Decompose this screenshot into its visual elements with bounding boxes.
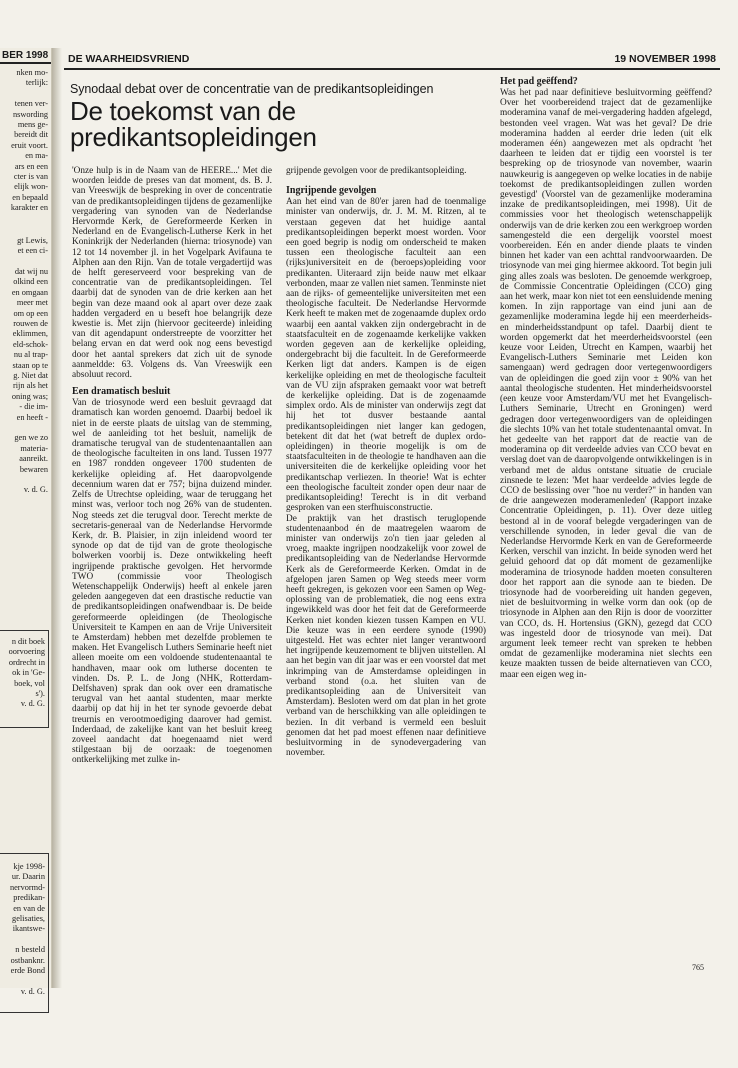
previous-page-fragment: rijn als het xyxy=(12,381,48,391)
previous-page-fragment: et een ci- xyxy=(17,246,48,256)
article-column-1 xyxy=(72,166,272,766)
paragraph-pad-geeffend: Was het pad naar definitieve besluitvorming geëffend? Over het voorbereidend traject dat de gezamenlijke moderamina vanaf de mei-vergadering hadden afgelegd, bestonden veel vragen. Wat was het geval? De drie moderamina hadden al eerder drie leden (uit elk moderamen één) aangewezen met als opdracht 'het daarheen te leiden dat er tijdig een voorstel is ter bespreking op de triosynode van november, waarin nauwkeurig is aangegeven op welke locaties in de nabije toekomst de predikantsopleidingen zullen worden gevestigd' (Voorstel van de gezamenlijke moderamina inzake de predikantsopleidingen, mei 1998). Uit de commissies voor het theologisch wetenschappelijk onderwijs van de drie kerken zou een werkgroep worden samengesteld die een dergelijk voorstel moest voorbereiden. Eén en ander diende plaats te vinden binnen het kader van een achttal randvoorwaarden. De triosynode van mei ging hiermee akkoord. Tot begin juli ging alles zoals was besloten. De genoemde werkgroep, de Commissie Concentratie Opleidingen (CCO) ging aan het werk, maar kon niet tot een eensluidende mening komen. In zijn rapportage van eind juni aan de gezamenlijke moderamina legde hij een meerderheids- en minderheidsstandpunt op tafel. Daarbij dient te worden opgemerkt dat het meerderheidsvoorstel (een keuze voor Leiden, Utrecht en Kampen, waarbij het Evangelisch-Luthers Seminarie met Leiden kon samengaan) werd gedragen door vertegenwoordigers van de opleidingen die goed zijn voor ± 90% van het aantal theologische studenten. Het minderheidsvoorstel (een keuze voor Amsterdam/VU met het Evangelisch-Luthers Seminarie, Utrecht en Groningen) werd gedragen door vertegenwoordigers van de opleidingen die slechts 10% van het totale studentenaantal omvat. In het gedeelte van het rapport dat de reactie van de moderamina op dit verdeelde advies van CCO bevat en verslag doet van de daaropvolgende ontwikkelingen is in verband met de aldus ontstane situatie de cruciale zinsnede te lezen: 'Met haar verdeelde advies legde de CCO de beslissing over "hoe nu verder?" in handen van de drie aangewezen moderamenleden' (Rapport inzake Concentratie Opleidingen, p. 11). Over deze uitleg bestond al in de vooraf belegde vergaderingen van de verschillende synoden, in leder geval die van de Nederlandse Hervormde Kerk en van de Gereformeerde Kerken, verschil van inzicht. In beide synoden werd het geluid gehoord dat op dát moment de gezamenlijke moderamina de triosynode hadden moeten consulteren door het rapport aan die synode aan te bieden. De triosynode had de voorbereiding uit handen gegeven, niet de besluitvorming in welke vorm dan ook (op de triosynode in Alphen aan den Rijn is door de voorzitter van CCO, ds. H. Hortensius (GKN), gezegd dat CCO was ingesteld door de triosynode van mei). Dat argument leek temeer recht van spreken te hebben omdat de gezamenlijke moderamina niet slechts een keuze maakten tussen de beide alternatieven van CCO, maar een eigen weg in- xyxy=(500,88,712,680)
article-column-2 xyxy=(286,166,486,758)
previous-page-fragment: staan op te xyxy=(12,360,48,370)
previous-page-fragments-top xyxy=(0,68,51,214)
previous-page-fragment: v. d. G. xyxy=(20,986,45,996)
paragraph-ingrijpende-gevolgen: Aan het eind van de 80'er jaren had de toenmalige minister van onderwijs, dr. J. M. M. Ritzen, al te verstaan gegeven dat het huidige aantal predikantsopleidingen beperkt moest worden. Voor een goed begrip is nodig om onderscheid te maken tussen een theologische faculteit aan een (rijks)universiteit en de (beroeps)opleiding voor predikanten. Uiteraard zijn beide nauw met elkaar verbonden, maar ze vallen niet samen. Tenminste niet aan de rijks- of gemeentelijke universiteiten met een theologische faculteit. De Nederlandse Hervormde Kerk heeft te maken met de zogenaamde duplex ordo waarbij een aantal vakken zijn ondergebracht in de staatsfaculteit en de zogenaamde kerkelijke vakken worden gegeven aan de kerkelijke opleiding, ondergebracht bij die faculteit. In de Gereformeerde Kerken ligt dat anders. Kampen is de eigen kerkelijke opleiding en met de theologische faculteit van de VU zijn afspraken gemaakt voor wat betreft de kerkelijke opleiding. Dat is de zogenaamde simplex ordo. Als de minister van onderwijs zegt dat hij het tot dusver bestaande aantal predikantsopleidingen niet langer kan gedogen, betekent dit dat het (wat betreft de duplex ordo-opleidingen) in theorie mogelijk is om de staatsfaculteiten in de theologie te handhaven aan die universiteiten die de kerkelijke opleiding voor het predikantschap verliezen. In theorie! Wat is echter een theologische faculteit zonder open deur naar de predikantsopleiding! Terecht is in dit verband gesproken van een sterfhuisconstructie. xyxy=(286,197,486,514)
previous-page-fragment: oning was; xyxy=(11,391,48,401)
paragraph-praktijk: De praktijk van het drastisch teruglopende studentenaanbod én de maatregelen waarom de minister van onderwijs zo'n tien jaar geleden al vroeg, maakte ingrijpen noodzakelijk voor zowel de predikantsopleiding van de Nederlandse Hervormde Kerk als de Gereformeerde Kerken. Omdat in de afgelopen jaren Samen op Weg steeds meer vorm heeft gekregen, is gekozen voor een Samen op Weg-oplossing van de problematiek, die nog eens extra ingewikkeld was door het feit dat de Gereformeerde Kerken niet konden kiezen tussen Kampen en VU. Die keuze was in een eerdere synode (1990) uitgesteld. Het was echter niet langer verantwoord het ingrijpende keuzemoment te blijven uitstellen. Al aan het begin van dit jaar was er een voorstel dat met inkrimping van de Amsterdamse opleidingen in verband stond (o.a. het sluiten van de predikantsopleiding aan de Universiteit van Amsterdam). Besloten werd om dat plan in het grote verband van de herschikking van alle opleidingen te bezien. In dit verband is vermeld een besluit genomen dat het pad moest effenen naar definitieve besluitvorming in de synodevergadering van november. xyxy=(286,513,486,759)
previous-page-fragment: ordrecht in xyxy=(8,657,45,667)
running-head xyxy=(64,48,720,70)
previous-page-fragment: karakter en xyxy=(10,203,48,213)
previous-page-fragment: erde Bond xyxy=(10,966,45,976)
previous-page-fragment: ikantswe- xyxy=(12,924,45,934)
previous-page-fragment: mens ge- xyxy=(17,120,48,130)
previous-page-fragment: tenen ver- xyxy=(14,99,48,109)
previous-page-fragment: ostbanknr. xyxy=(10,955,45,965)
publication-date: 19 NOVEMBER 1998 xyxy=(614,53,716,65)
previous-page-box-2 xyxy=(0,853,49,1013)
previous-page-fragment: en heeft - xyxy=(16,412,48,422)
previous-page-fragment xyxy=(0,935,48,945)
previous-page-fragment: gen we zo xyxy=(14,433,48,443)
previous-page-fragment: v. d. G. xyxy=(23,485,48,495)
article-title: De toekomst van de predikantsopleidingen xyxy=(70,96,317,152)
previous-page-fragment: dat wij nu xyxy=(14,266,48,276)
previous-page-fragment: gt Lewis, xyxy=(17,235,48,245)
previous-page-fragment xyxy=(0,89,51,99)
previous-page-fragment: materia- xyxy=(20,443,48,453)
previous-page-header: BER 1998 xyxy=(0,48,51,64)
paragraph-dramatisch-besluit: Van de triosynode werd een besluit gevraagd dat dramatisch kan worden genoemd. Daarbij bedoel ik niet in de eerste plaats de uitslag van de stemming, wel de aanleiding tot het besluit, namelijk de dramatische terugval van de studentenaantallen aan de theologische faculteiten in ons land. Tussen 1977 en 1987 rondden ongeveer 1700 studenten de kerkelijke opleiding af. Het daaropvolgende decennium waren dat er 757; bijna duizend minder. Zelfs de Utrechtse opleiding, waar de teruggang het minst was, verloor toch nog 26% van de studenten. Nog steeds zet die terugval door. Terecht merkte de secretaris-generaal van de Nederlandse Hervormde Kerk, dr. B. Plaisier, in zijn inleidend woord ter synode op dat de tijd van de grote theologische bolwerken voorbij is. Deze ontwikkeling heeft ingrijpende praktische gevolgen. Het hervormde TWO (commissie voor Theologisch Wetenschappelijk Onderwijs) heeft al enkele jaren geleden aangegeven dat een drastische reductie van de predikantsopleidingen onafwendbaar is. De beide gereformeerde opleidingen (de Theologische Universiteit te Kampen en aan de Vrije Universiteit te Amsterdam) hebben met dezelfde problemen te maken. Het Evangelisch Luthers Seminarie heeft niet alleen moeite om een voldoende studentenaantal te handhaven, maar ook om lutherse docenten te vinden. Ds. P. L. de Jong (NHK, Rotterdam-Delfshaven) sprak dan ook over een dramatische terugval van het aantal studenten, maar merkte daarbij op dat hij in het ter synode gevoerde debat treurnis en verootmoediging daarover had gemist. Inderdaad, de zakelijke kant van het besluit kreeg zoveel aandacht dat hoegenaamd niet werd stilgestaan bij de oorzaak: de toegenomen ontkerkelijking met zulke in- xyxy=(72,398,272,766)
article-column-3 xyxy=(500,76,712,680)
previous-page-fragment: n besteld xyxy=(15,945,45,955)
previous-page-fragment: eklimmen, xyxy=(12,329,48,339)
paragraph-intro: 'Onze hulp is in de Naam van de HEERE...' Met die woorden leidde de preses van dat moment, ds. B. J. van Vreeswijk de bespreking in over de concentratie van de predikantsopleidingen tijdens de gezamenlijke vergadering van synoden van de Nederlandse Hervormde Kerk, de Gereformeerde Kerken in Nederland en de Evangelisch-Lutherse Kerk in het Koninkrijk der Nederlanden (hierna: triosynode) van 12 tot 14 november jl. in het Vogelpark Avifauna te Alphen aan den Rijn. Van de totale vergadertijd was de helft gereserveerd voor bespreking van de concentratie van de predikantsopleidingen. Tel daarbij dat de synoden van de drie kerken aan het begin van deze maand ook al apart over deze zaak hadden vergaderd en u beseft hoe belangrijk deze kwestie is. Met zijn (hiervoor geciteerde) inleiding van dit agendapunt onderstreepte de voorzitter het belang ervan en dat werd ook nog eens bevestigd door het aantal sprekers dat zich uit de synode aanmeldde: 63. Volgens ds. Van Vreeswijk een absoluut record. xyxy=(72,166,272,381)
article-kicker: Synodaal debat over de concentratie van de predikantsopleidingen xyxy=(70,82,434,96)
previous-page-fragment: eld-schok- xyxy=(12,339,48,349)
previous-page-fragment: bereidt dit xyxy=(14,130,48,140)
subheading-pad-geeffend: Het pad geëffend? xyxy=(500,76,578,87)
previous-page-fragment: nervormd- xyxy=(9,882,45,892)
previous-page-fragment: s'). xyxy=(35,689,45,699)
previous-page-fragment: ars en een xyxy=(14,161,48,171)
previous-page-fragment: aanreikt. xyxy=(19,454,48,464)
page-number: 765 xyxy=(692,963,704,972)
previous-page-fragment: n dit boek xyxy=(11,637,45,646)
previous-page-fragment: v. d. G. xyxy=(20,699,45,709)
previous-page-fragment xyxy=(0,475,51,485)
previous-page-fragment: terlijk: xyxy=(25,78,48,88)
previous-page-fragment xyxy=(0,257,51,267)
previous-page-fragment: bewaren xyxy=(19,464,48,474)
previous-page-fragment xyxy=(0,976,48,986)
previous-page-fragments-mid xyxy=(0,236,51,496)
previous-page-fragment: cter is van xyxy=(13,172,48,182)
previous-page-fragment: ur. Daarin xyxy=(11,872,45,882)
previous-page-fragment: rouwen de xyxy=(13,318,48,328)
previous-page-box-1 xyxy=(0,630,49,728)
publication-name: DE WAARHEIDSVRIEND xyxy=(68,53,190,65)
subheading-dramatisch-besluit: Een dramatisch besluit xyxy=(72,386,171,398)
previous-page-fragment: boek, vol xyxy=(14,678,45,688)
previous-page-fragment: ok in 'Ge- xyxy=(12,668,45,678)
newspaper-page xyxy=(64,48,720,978)
previous-page-fragment: kje 1998- xyxy=(13,862,45,871)
previous-page-fragment: g. Niet dat xyxy=(13,370,48,380)
previous-page-fragment xyxy=(0,423,51,433)
previous-page-fragment: nken mo- xyxy=(16,68,48,77)
previous-page-fragment: elijk won- xyxy=(14,182,48,192)
previous-page-fragment: gelisaties, xyxy=(12,914,45,924)
previous-page-fragment: meer met xyxy=(16,298,48,308)
page-gutter-shadow xyxy=(52,48,62,988)
previous-page-strip xyxy=(0,48,52,996)
previous-page-fragment: en van de xyxy=(13,903,45,913)
previous-page-fragment: nu al trap- xyxy=(13,350,48,360)
previous-page-fragment: predikan- xyxy=(13,893,45,903)
previous-page-fragment: om op een xyxy=(13,308,48,318)
previous-page-fragment: olkind een xyxy=(13,277,48,287)
paragraph-continuation: grijpende gevolgen voor de predikantsopleiding. xyxy=(286,166,467,176)
previous-page-fragment: eruit voort. xyxy=(11,140,48,150)
previous-page-fragment: - die im- xyxy=(19,402,48,412)
previous-page-fragment: oorvoering xyxy=(8,647,45,657)
previous-page-fragment: en bepaald xyxy=(12,192,48,202)
subheading-ingrijpende-gevolgen: Ingrijpende gevolgen xyxy=(286,185,377,197)
previous-page-fragment: nswording xyxy=(12,109,48,119)
previous-page-fragment: en omgaan xyxy=(11,287,48,297)
previous-page-fragment: en ma- xyxy=(25,151,48,161)
